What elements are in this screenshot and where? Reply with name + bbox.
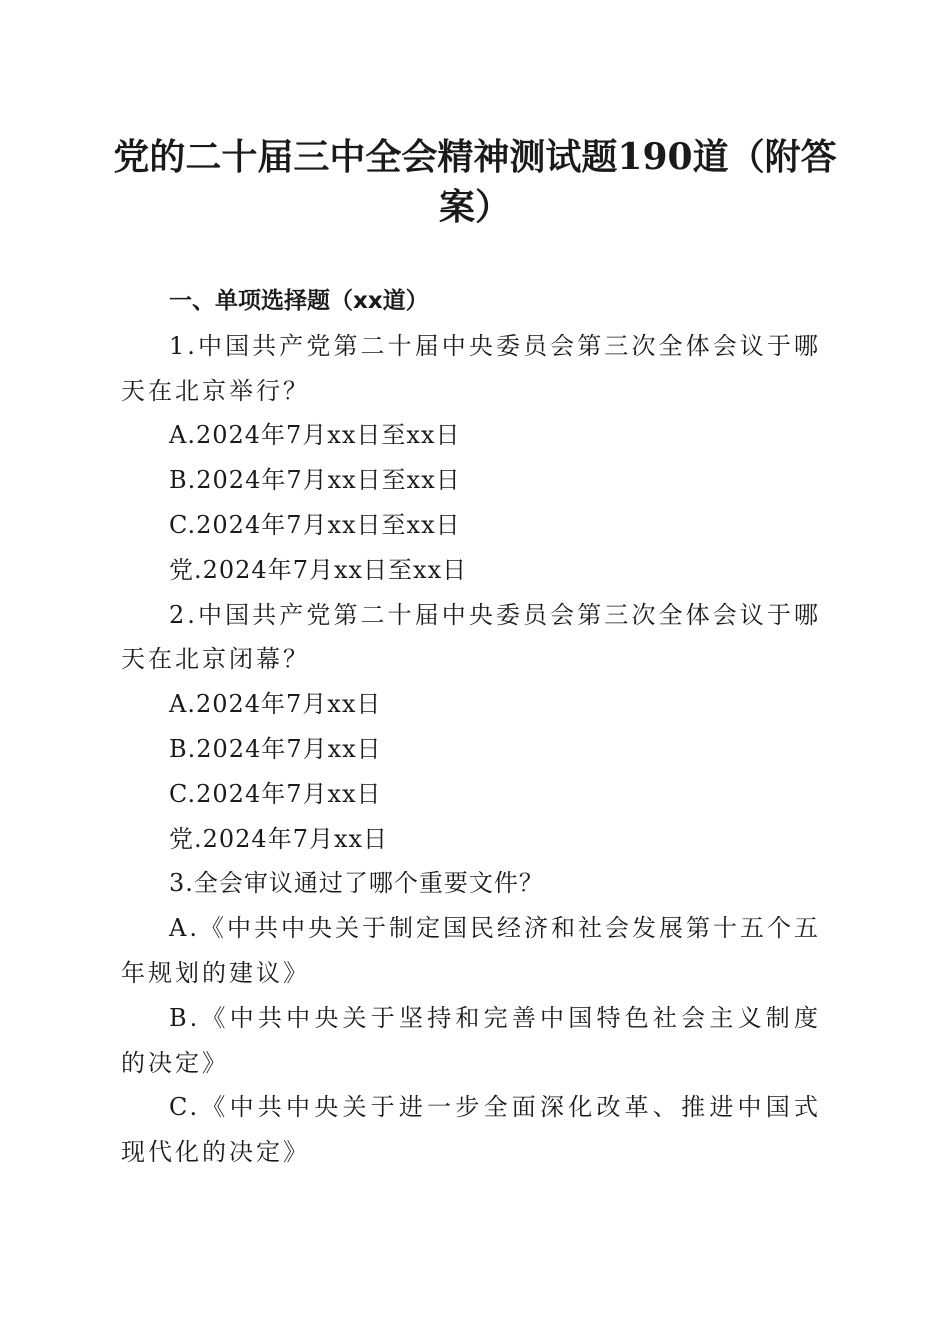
question-1-option-a: A.2024年7月xx日至xx日 [169,421,461,450]
question-3: 3.全会审议通过了哪个重要文件？ [169,869,544,898]
question-1: 1.中国共产党第二十届中央委员会第三次全体会议于哪天在北京举行？ [121,331,821,405]
question-2-option-c: C.2024年7月xx日 [169,779,382,808]
question-3-option-b: B.《中共中央关于坚持和完善中国特色社会主义制度的决定》 [121,1003,821,1077]
question-2-option-a: A.2024年7月xx日 [169,690,382,719]
section-heading: 一、单项选择题（xx道） [169,288,429,314]
question-2-option-b: B.2024年7月xx日 [169,734,382,763]
question-3-option-c: C.《中共中央关于进一步全面深化改革、推进中国式现代化的决定》 [121,1093,821,1167]
question-2-option-d: 党.2024年7月xx日 [169,824,389,853]
question-1-option-c: C.2024年7月xx日至xx日 [169,510,461,539]
question-1-option-d: 党.2024年7月xx日至xx日 [169,555,468,584]
document-body [121,279,821,1175]
question-3-option-a: A.《中共中央关于制定国民经济和社会发展第十五个五年规划的建议》 [121,914,821,987]
question-2: 2.中国共产党第二十届中央委员会第三次全体会议于哪天在北京闭幕？ [121,600,821,674]
document-title: 党的二十届三中全会精神测试题190道（附答案） [113,136,837,228]
question-1-option-b: B.2024年7月xx日至xx日 [169,466,461,495]
